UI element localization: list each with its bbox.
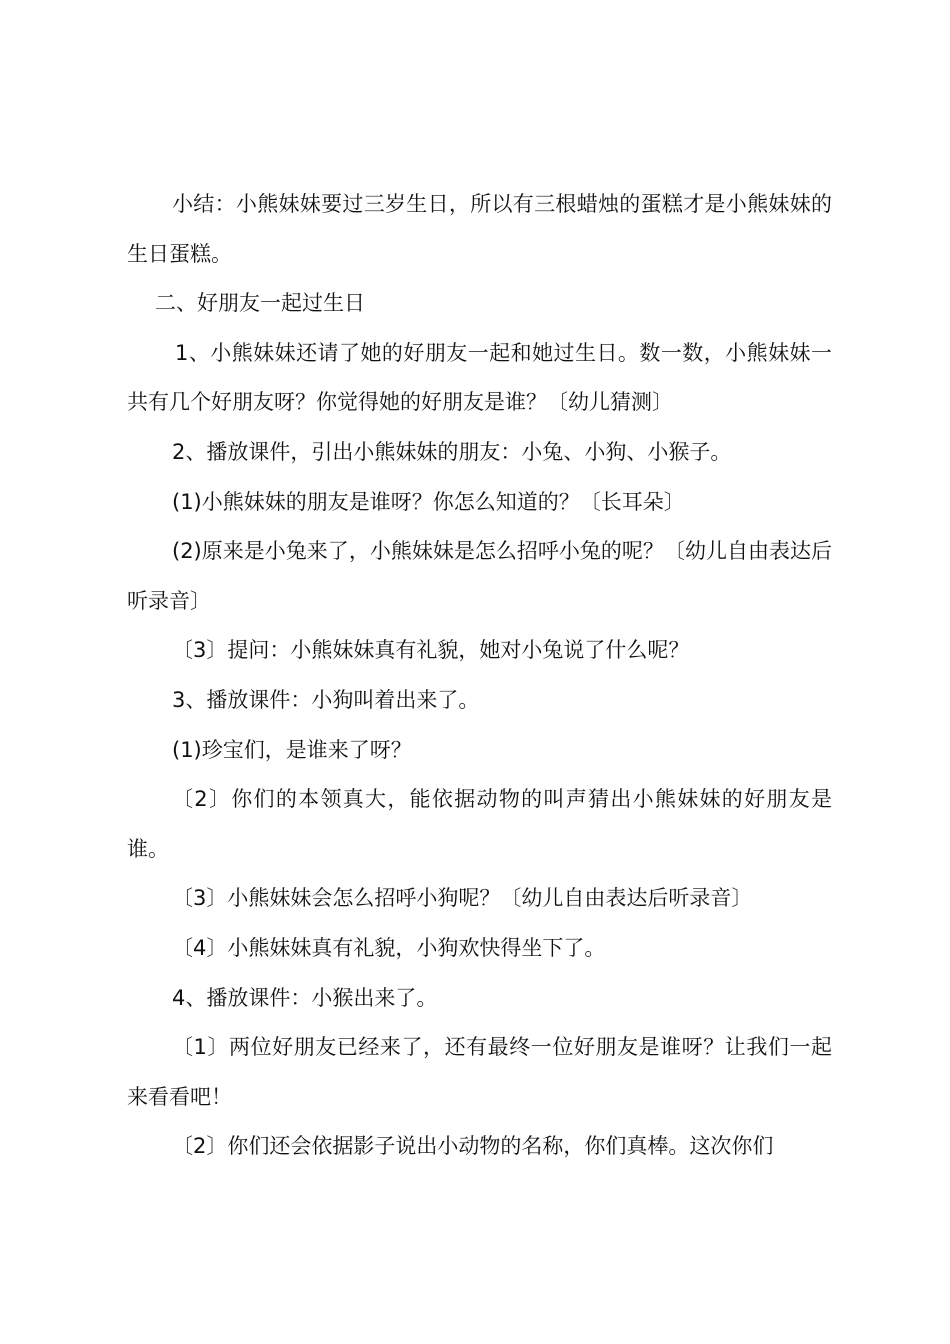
paragraph-sub-item: 〔4〕小熊妹妹真有礼貌，小狗欢快得坐下了。 — [172, 935, 606, 960]
paragraph-summary: 小结：小熊妹妹要过三岁生日，所以有三根蜡烛的蛋糕才是小熊妹妹的生日蛋糕。 — [127, 192, 832, 266]
document-body — [127, 180, 832, 1172]
section-heading: 二、好朋友一起过生日 — [155, 291, 365, 316]
paragraph-sub-item: (2)原来是小兔来了，小熊妹妹是怎么招呼小兔的呢？〔幼儿自由表达后听录音〕 — [127, 539, 832, 613]
paragraph-sub-item: 〔2〕你们的本领真大，能依据动物的叫声猜出小熊妹妹的好朋友是谁。 — [127, 787, 832, 861]
paragraph-sub-item: 〔3〕提问：小熊妹妹真有礼貌，她对小兔说了什么呢？ — [172, 638, 690, 663]
paragraph-item-2: 2、播放课件，引出小熊妹妹的朋友：小兔、小狗、小猴子。 — [172, 439, 732, 464]
paragraph-sub-item: 〔2〕你们还会依据影子说出小动物的名称，你们真棒。这次你们 — [172, 1134, 774, 1159]
paragraph-sub-item: 〔1〕两位好朋友已经来了，还有最终一位好朋友是谁呀？让我们一起来看看吧！ — [127, 1035, 832, 1109]
paragraph-item-1: 1、小熊妹妹还请了她的好朋友一起和她过生日。数一数，小熊妹妹一共有几个好朋友呀？你觉得她的好朋友是谁？〔幼儿猜测〕 — [127, 340, 832, 415]
paragraph-item-3: 3、播放课件：小狗叫着出来了。 — [172, 687, 480, 712]
paragraph-sub-item: 〔3〕小熊妹妹会怎么招呼小狗呢？〔幼儿自由表达后听录音〕 — [172, 886, 753, 911]
paragraph-sub-item: (1)珍宝们，是谁来了呀？ — [172, 737, 412, 762]
paragraph-sub-item: (1)小熊妹妹的朋友是谁呀？你怎么知道的？〔长耳朵〕 — [172, 489, 685, 514]
paragraph-item-4: 4、播放课件：小猴出来了。 — [172, 985, 438, 1010]
